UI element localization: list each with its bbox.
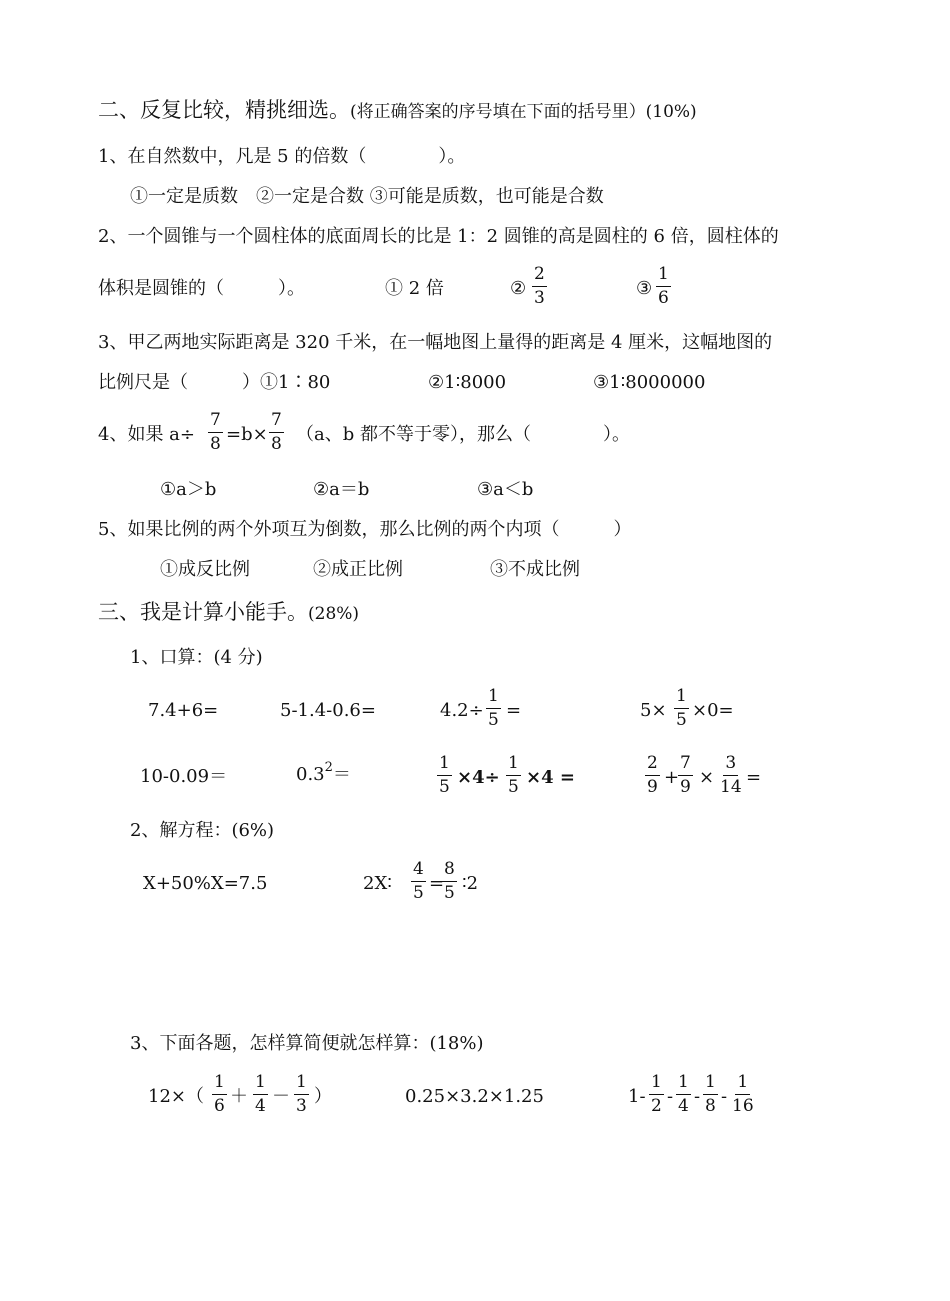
q5-stem: 5、如果比例的两个外项互为倒数，那么比例的两个内项（ ） — [98, 519, 632, 540]
simplify-1-fraction-3: $\frac{1}{3}$ — [296, 1072, 307, 1116]
q4-prefix: 4、如果 a÷ — [98, 424, 195, 445]
q2-option-3-fraction: $\frac{1}{6}$ — [658, 264, 669, 308]
q4-option-2: ②a＝b — [313, 479, 370, 500]
q2-option-2-fraction: $\frac{2}{3}$ — [534, 264, 545, 308]
q5-option-2: ②成正比例 — [313, 559, 403, 580]
oral-expr-8-fraction-3: $\frac{3}{14}$ — [720, 753, 742, 797]
q2-option-1: ① 2 倍 — [385, 278, 444, 299]
oral-expr-3-post: = — [506, 700, 522, 721]
oral-expr-4-pre: 5× — [640, 700, 667, 721]
equation-2-pre: 2X∶ — [363, 873, 392, 894]
oral-expr-8-fraction-1: $\frac{2}{9}$ — [647, 753, 658, 797]
oral-expr-3-fraction: $\frac{1}{5}$ — [488, 686, 499, 730]
oral-expr-3-pre: 4.2÷ — [440, 700, 484, 721]
simplify-1-fraction-2: $\frac{1}{4}$ — [255, 1072, 266, 1116]
simplify-1-op2: － — [272, 1086, 290, 1107]
section-3-title — [98, 602, 359, 623]
q4-option-1: ①a＞b — [160, 479, 217, 500]
equation-2-mid: = — [429, 873, 445, 894]
q3-line1: 3、甲乙两地实际距离是 320 千米，在一幅地图上量得的距离是 4 厘米，这幅地图的 — [98, 332, 773, 353]
section-3-heading: 三、我是计算小能手。 — [98, 600, 308, 624]
simplify-3-op-2: - — [694, 1086, 701, 1107]
simplify-1-post: ） — [314, 1086, 332, 1107]
oral-expr-2: 5-1.4-0.6= — [280, 700, 376, 721]
oral-expr-4-fraction: $\frac{1}{5}$ — [676, 686, 687, 730]
q4-fraction-2: $\frac{7}{8}$ — [271, 410, 282, 454]
simplify-3-fraction-3: $\frac{1}{8}$ — [705, 1072, 716, 1116]
q4-suffix: （a、b 都不等于零），那么（ ）。 — [296, 424, 630, 445]
simplify-3-fraction-1: $\frac{1}{2}$ — [651, 1072, 662, 1116]
equation-title: 2、解方程：(6%) — [130, 820, 275, 841]
q4-mid: =b× — [226, 424, 268, 445]
oral-calc-title: 1、口算：(4 分) — [130, 647, 263, 668]
oral-expr-8-op2: × — [699, 767, 715, 788]
section-3-percent: (28%) — [308, 604, 360, 624]
q2-option-2-mark: ② — [510, 278, 527, 299]
q1-options: ①一定是质数 ②一定是合数 ③可能是质数，也可能是合数 — [130, 186, 604, 207]
oral-expr-7-fraction-1: $\frac{1}{5}$ — [439, 753, 450, 797]
oral-expr-7-post: ×4 = — [526, 767, 575, 788]
oral-expr-4-post: ×0= — [692, 700, 734, 721]
equation-2-post: ∶2 — [462, 873, 479, 894]
oral-expr-8-op1: + — [664, 767, 680, 788]
q2-line2: 体积是圆锥的（ ）。 — [98, 278, 305, 299]
oral-expr-7-fraction-2: $\frac{1}{5}$ — [508, 753, 519, 797]
section-2-title — [98, 100, 697, 121]
equation-1: X+50%X=7.5 — [143, 873, 268, 894]
q2-line1: 2、一个圆锥与一个圆柱体的底面周长的比是 1：2 圆锥的高是圆柱的 6 倍，圆柱体的 — [98, 226, 779, 247]
simplify-3-fraction-2: $\frac{1}{4}$ — [678, 1072, 689, 1116]
q3-option-3: ③1∶8000000 — [593, 372, 706, 393]
oral-expr-6: $0.3^2=$ — [296, 760, 351, 785]
equation-2-fraction-2: $\frac{8}{5}$ — [444, 859, 455, 903]
simplify-1-pre: 12×（ — [148, 1086, 204, 1107]
equation-2-fraction-1: $\frac{4}{5}$ — [413, 859, 424, 903]
oral-expr-8-post: = — [746, 767, 762, 788]
simplify-3-pre: 1- — [628, 1086, 646, 1107]
simplify-title: 3、下面各题，怎样算简便就怎样算：(18%) — [130, 1033, 484, 1054]
oral-expr-7-mid: ×4÷ — [457, 767, 500, 788]
oral-expr-1: 7.4+6= — [148, 700, 219, 721]
oral-expr-5: 10-0.09＝ — [140, 766, 228, 787]
simplify-1-fraction-1: $\frac{1}{6}$ — [214, 1072, 225, 1116]
simplify-1-op1: ＋ — [230, 1086, 248, 1107]
section-2-heading: 二、反复比较，精挑细选。 — [98, 98, 350, 122]
q2-option-3-mark: ③ — [636, 278, 653, 299]
simplify-3-fraction-4: $\frac{1}{16}$ — [732, 1072, 754, 1116]
q4-fraction-1: $\frac{7}{8}$ — [210, 410, 221, 454]
simplify-3-op-3: - — [721, 1086, 728, 1107]
simplify-2: 0.25×3.2×1.25 — [405, 1086, 544, 1107]
q3-line2: 比例尺是（ ）①1∶80 — [98, 372, 331, 393]
q5-option-1: ①成反比例 — [160, 559, 250, 580]
oral-expr-8-fraction-2: $\frac{7}{9}$ — [680, 753, 691, 797]
simplify-3-op-1: - — [667, 1086, 674, 1107]
section-2-note: (将正确答案的序号填在下面的括号里）(10%) — [350, 102, 697, 122]
q1-stem: 1、在自然数中，凡是 5 的倍数（ ）。 — [98, 146, 466, 167]
q5-option-3: ③不成比例 — [490, 559, 580, 580]
q3-option-2: ②1∶8000 — [428, 372, 507, 393]
q4-option-3: ③a＜b — [477, 479, 534, 500]
